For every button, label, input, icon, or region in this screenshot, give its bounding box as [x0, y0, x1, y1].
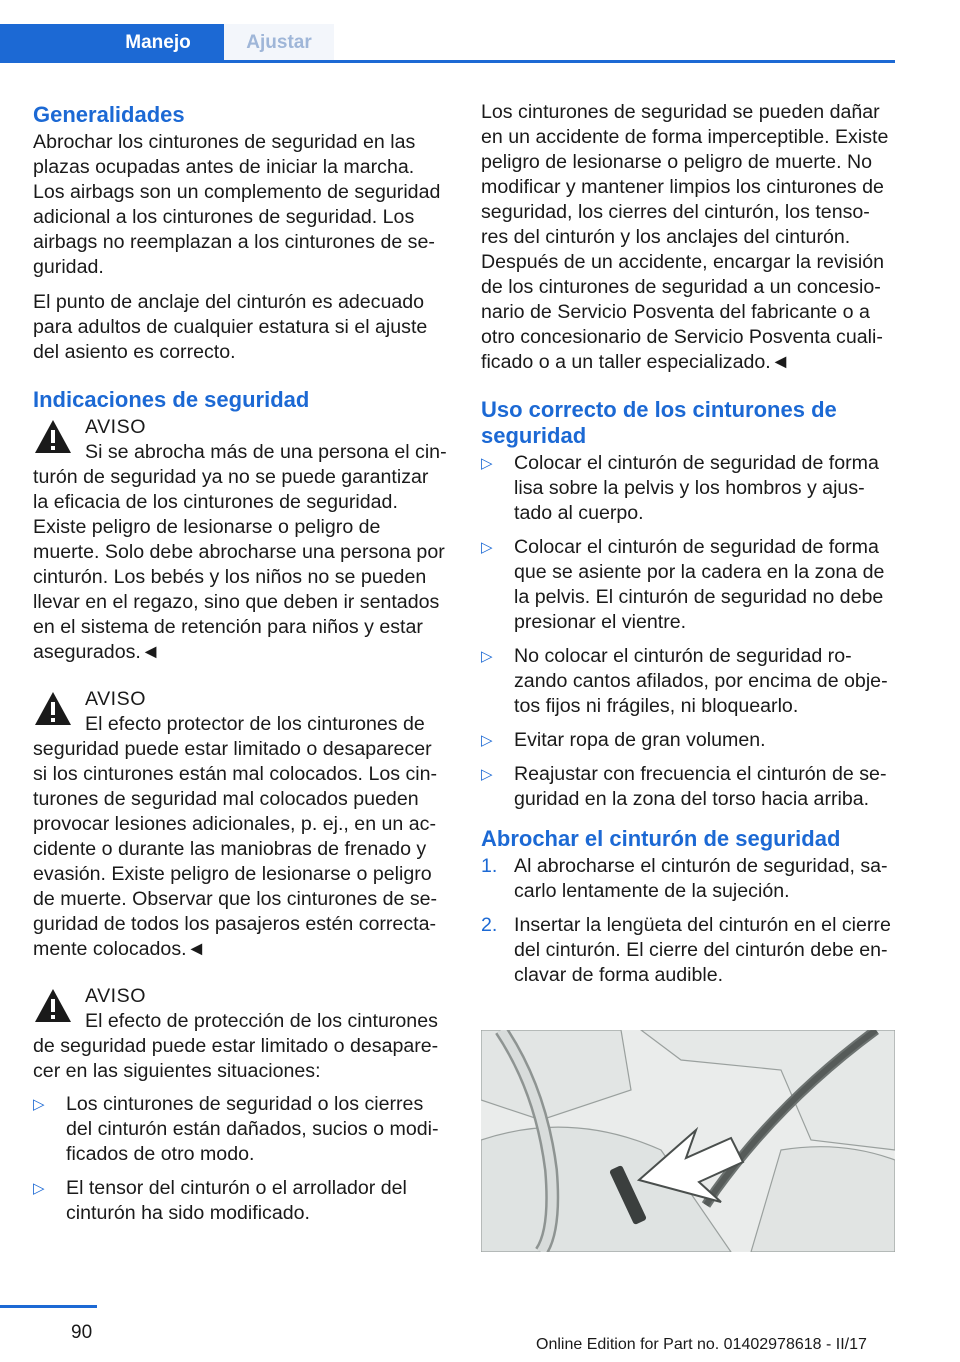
list-item-text: Los cinturones de seguridad o los cierres del cinturón están dañados, sucios o modi‐ficados de otro modo. — [66, 1093, 439, 1165]
heading-abrochar: Abrochar el cinturón de seguridad — [481, 826, 841, 851]
list-item — [481, 762, 895, 812]
warning-triangle-icon — [33, 986, 73, 1026]
step-text: Insertar la lengüeta del cinturón en el cierre del cinturón. El cierre del cinturón debe en‐clavar de forma audible. — [514, 914, 891, 986]
list-item — [33, 1092, 448, 1167]
chapter-tabbar — [0, 24, 960, 62]
warning-text: Si se abrocha más de una persona el cin‐turón de seguridad ya no se puede garantizar la eficacia de los cinturones de seguridad. Existe peligro de lesionarse o peligro de muerte. Solo debe abrocharse una persona por cinturón. Los bebés y los niños no se pueden llevar en el regazo, sino que deben ir sentados en el sistema de retención para niños y estar asegurados.◄ — [33, 441, 447, 663]
warning-bullet-list — [33, 1092, 448, 1226]
list-item — [481, 535, 895, 635]
bullet-triangle-icon: ▷ — [33, 1096, 45, 1113]
list-item-text: Evitar ropa de gran volumen. — [514, 729, 766, 751]
footer-rule — [0, 1305, 97, 1308]
warning-triangle-icon — [33, 417, 73, 457]
heading-indicaciones: Indicaciones de seguridad — [33, 387, 310, 412]
warning-label: AVISO — [85, 416, 146, 438]
uso-bullet-list — [481, 451, 895, 812]
list-item-text: Colocar el cinturón de seguridad de forma que se asiente por la cadera en la zona de la pelvis. El cinturón de seguridad no debe presionar el vientre. — [514, 536, 885, 633]
bullet-triangle-icon: ▷ — [481, 732, 493, 749]
tab-manejo[interactable] — [0, 24, 224, 62]
bullet-triangle-icon: ▷ — [481, 455, 493, 472]
warning-triangle-icon — [33, 689, 73, 729]
warning-block — [33, 687, 448, 962]
bullet-triangle-icon: ▷ — [33, 1180, 45, 1197]
step-item — [481, 913, 895, 988]
list-item — [481, 451, 895, 526]
warning-text: El efecto de protección de los cinturones de seguridad puede estar limitado o desapare‐cer en las siguientes situaciones: — [33, 1010, 439, 1082]
heading-generalidades: Generalidades — [33, 102, 185, 127]
step-text: Al abrocharse el cinturón de seguridad, sa‐carlo lentamente de la sujeción. — [514, 855, 888, 902]
warning-label: AVISO — [85, 688, 146, 710]
step-number: 1. — [481, 855, 498, 877]
paragraph: Abrochar los cinturones de seguridad en las plazas ocupadas antes de iniciar la marcha. Los airbags son un complemento de seguridad adicional a los cinturones de seguridad. Los airbags no reemplazan a los cinturones de se‐guridad. — [33, 131, 441, 278]
list-item-text: No colocar el cinturón de seguridad ro‐zando cantos afilados, por encima de obje‐tos fijos ni frágiles, ni bloquearlo. — [514, 645, 888, 717]
warning-block — [33, 984, 448, 1084]
abrochar-steps — [481, 854, 895, 988]
heading-uso-correcto: Uso correcto de los cinturones de seguridad — [481, 397, 837, 448]
seatbelt-buckle-figure — [481, 1030, 895, 1252]
list-item — [481, 644, 895, 719]
list-item — [33, 1176, 448, 1226]
seatbelt-illustration — [481, 1030, 895, 1252]
bullet-triangle-icon: ▷ — [481, 539, 493, 556]
right-column — [481, 100, 895, 998]
bullet-triangle-icon: ▷ — [481, 648, 493, 665]
tab-ajustar-label: Ajustar — [246, 32, 312, 53]
paragraph: El punto de anclaje del cinturón es adecuado para adultos de cualquier estatura si el ajuste del asiento es correcto. — [33, 291, 428, 363]
warning-block — [33, 415, 448, 665]
list-item-text: Colocar el cinturón de seguridad de forma lisa sobre la pelvis y los hombros y ajus‐tado al cuerpo. — [514, 452, 879, 524]
bullet-triangle-icon: ▷ — [481, 766, 493, 783]
warning-label: AVISO — [85, 985, 146, 1007]
step-item — [481, 854, 895, 904]
warning-text: El efecto protector de los cinturones de seguridad puede estar limitado o desaparecer si los cinturones están mal colocados. Los cin‐turones de seguridad mal colocados pueden provocar lesiones adicionales, p. ej., en un ac‐cidente o durante las maniobras de frenado y evasión. Existe peligro de lesionarse o peligro de muerte. Observar que los cinturones de se‐guridad de todos los pasajeros estén correcta‐mente colocados.◄ — [33, 713, 438, 960]
list-item-text: El tensor del cinturón o el arrollador del cinturón ha sido modificado. — [66, 1177, 407, 1224]
step-number: 2. — [481, 914, 498, 936]
header-rule — [0, 60, 895, 63]
tab-manejo-label: Manejo — [125, 32, 191, 53]
list-item — [481, 728, 895, 753]
edition-label: Online Edition for Part no. 01402978618 - II/17 — [536, 1336, 867, 1353]
paragraph: Los cinturones de seguridad se pueden dañar en un accidente de forma imperceptible. Existe peligro de lesionarse o peligro de muerte. No modificar y mantener limpios los cinturones de seguridad, los cierres del cinturón, los tenso‐res del cinturón y los anclajes del cinturón. Después de un accidente, encargar la revisión de los cinturones de seguridad a un concesio‐nario de Servicio Posventa del fabricante o a otro concesionario de Servicio Posventa cuali‐ficado o a un taller especializado.◄ — [481, 101, 889, 373]
left-column — [33, 100, 448, 1236]
page-number: 90 — [71, 1322, 93, 1343]
list-item-text: Reajustar con frecuencia el cinturón de se‐guridad en la zona del torso hacia arriba. — [514, 763, 887, 810]
tab-ajustar[interactable] — [224, 24, 334, 62]
